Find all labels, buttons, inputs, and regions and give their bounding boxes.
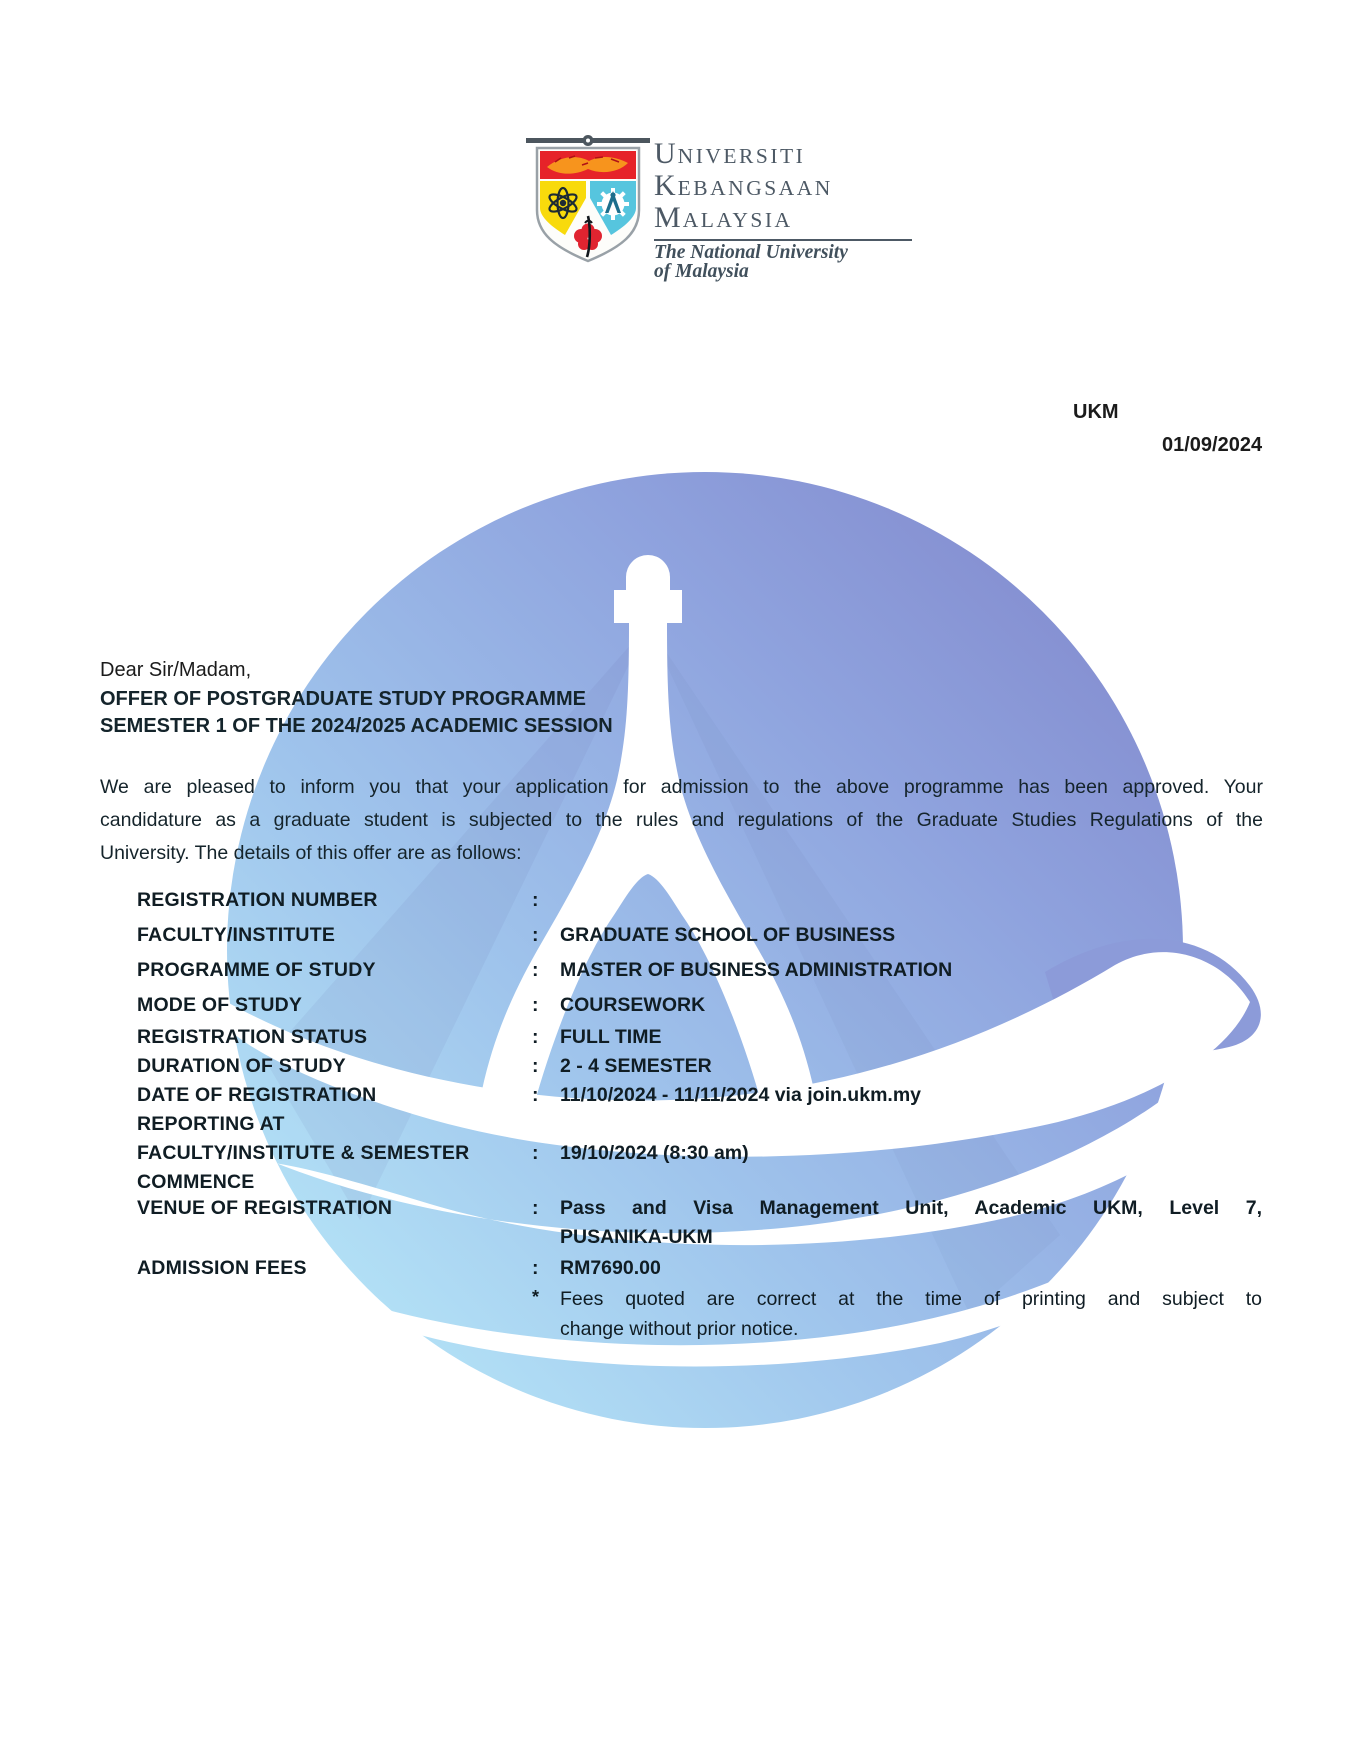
detail-value [560,1194,1262,1252]
detail-separator: : [532,889,539,911]
reference-code: UKM [1073,401,1119,423]
detail-row-registration-number [137,886,1262,915]
asterisk-marker: * [532,1287,540,1307]
detail-row-fees-note [137,1284,1262,1344]
detail-label-line: FACULTY/INSTITUTE & SEMESTER [137,1142,470,1164]
tower-block [614,590,682,623]
university-tagline-line2: of Malaysia [654,261,749,282]
detail-separator: : [532,1197,539,1219]
detail-separator: : [532,1026,539,1048]
detail-value: 11/10/2024 - 11/11/2024 via join.ukm.my [560,1084,922,1106]
wordmark-divider [654,239,912,241]
detail-separator: : [532,959,539,981]
detail-label: PROGRAMME OF STUDY [137,959,376,981]
detail-separator: : [532,994,539,1016]
wordmark-initial: K [654,169,678,202]
fees-note-line: change without prior notice. [560,1318,799,1340]
salutation: Dear Sir/Madam, [100,659,252,681]
detail-label: ADMISSION FEES [137,1257,307,1279]
university-wordmark [654,138,912,281]
wordmark-rest: NIVERSITI [677,144,806,168]
intro-line-3: University. The details of this offer are as follows: [100,842,522,864]
intro-line-1: We are pleased to inform you that your application for admission to the above programme has been approved. Your [100,776,1263,798]
detail-label: DATE OF REGISTRATION [137,1084,377,1106]
detail-row-admission-fees [137,1254,1262,1283]
gear-compass-icon [597,188,629,220]
wordmark-rest: EBANGSAAN [677,176,833,200]
detail-value: RM7690.00 [560,1257,661,1279]
detail-value: 19/10/2024 (8:30 am) [560,1142,749,1164]
detail-separator: : [532,1055,539,1077]
detail-label: VENUE OF REGISTRATION [137,1197,393,1219]
detail-separator: : [532,1257,539,1279]
fees-note [560,1284,1262,1344]
detail-row-mode [137,991,1262,1020]
detail-row-reporting [137,1110,1262,1197]
ukm-crest-icon [526,134,650,272]
detail-separator: : [532,1142,539,1164]
university-tagline-line1: The National University [654,242,848,263]
detail-value: COURSEWORK [560,994,706,1016]
subject-line-2: SEMESTER 1 OF THE 2024/2025 ACADEMIC SESSION [100,715,613,737]
university-name-line [654,202,912,234]
detail-label [137,1110,532,1197]
detail-row-duration [137,1052,1262,1081]
fees-note-line: Fees quoted are correct at the time of printing and subject to [560,1288,1262,1310]
detail-row-status [137,1023,1262,1052]
detail-value: MASTER OF BUSINESS ADMINISTRATION [560,959,953,981]
offer-details-table [137,886,1262,1344]
detail-label: DURATION OF STUDY [137,1055,346,1077]
letter-date: 01/09/2024 [1162,434,1263,456]
detail-value: 2 - 4 SEMESTER [560,1055,712,1077]
detail-label: REGISTRATION STATUS [137,1026,368,1048]
detail-separator: : [532,924,539,946]
university-name-line [654,170,912,202]
detail-row-venue [137,1194,1262,1252]
detail-value-line: PUSANIKA-UKM [560,1226,713,1248]
detail-label-line: COMMENCE [137,1171,255,1193]
wordmark-initial: M [654,201,683,234]
university-name-line [654,138,912,170]
intro-line-2: candidature as a graduate student is subjected to the rules and regulations of the Graduate Studies Regulations of the [100,809,1263,831]
wordmark-rest: ALAYSIA [682,208,793,232]
detail-label: FACULTY/INSTITUTE [137,924,336,946]
detail-value-line: Pass and Visa Management Unit, Academic UKM, Level 7, [560,1197,1262,1219]
detail-row-programme [137,956,1262,985]
subject-line-1: OFFER OF POSTGRADUATE STUDY PROGRAMME [100,688,586,710]
detail-label: MODE OF STUDY [137,994,303,1016]
detail-label-line: REPORTING AT [137,1113,285,1135]
intro-paragraph [100,771,1263,870]
detail-separator: : [532,1084,539,1106]
detail-value: GRADUATE SCHOOL OF BUSINESS [560,924,896,946]
wordmark-initial: U [654,137,678,170]
detail-row-registration-date [137,1081,1262,1110]
detail-value: FULL TIME [560,1026,662,1048]
detail-row-faculty [137,921,1262,950]
detail-label: REGISTRATION NUMBER [137,889,378,911]
